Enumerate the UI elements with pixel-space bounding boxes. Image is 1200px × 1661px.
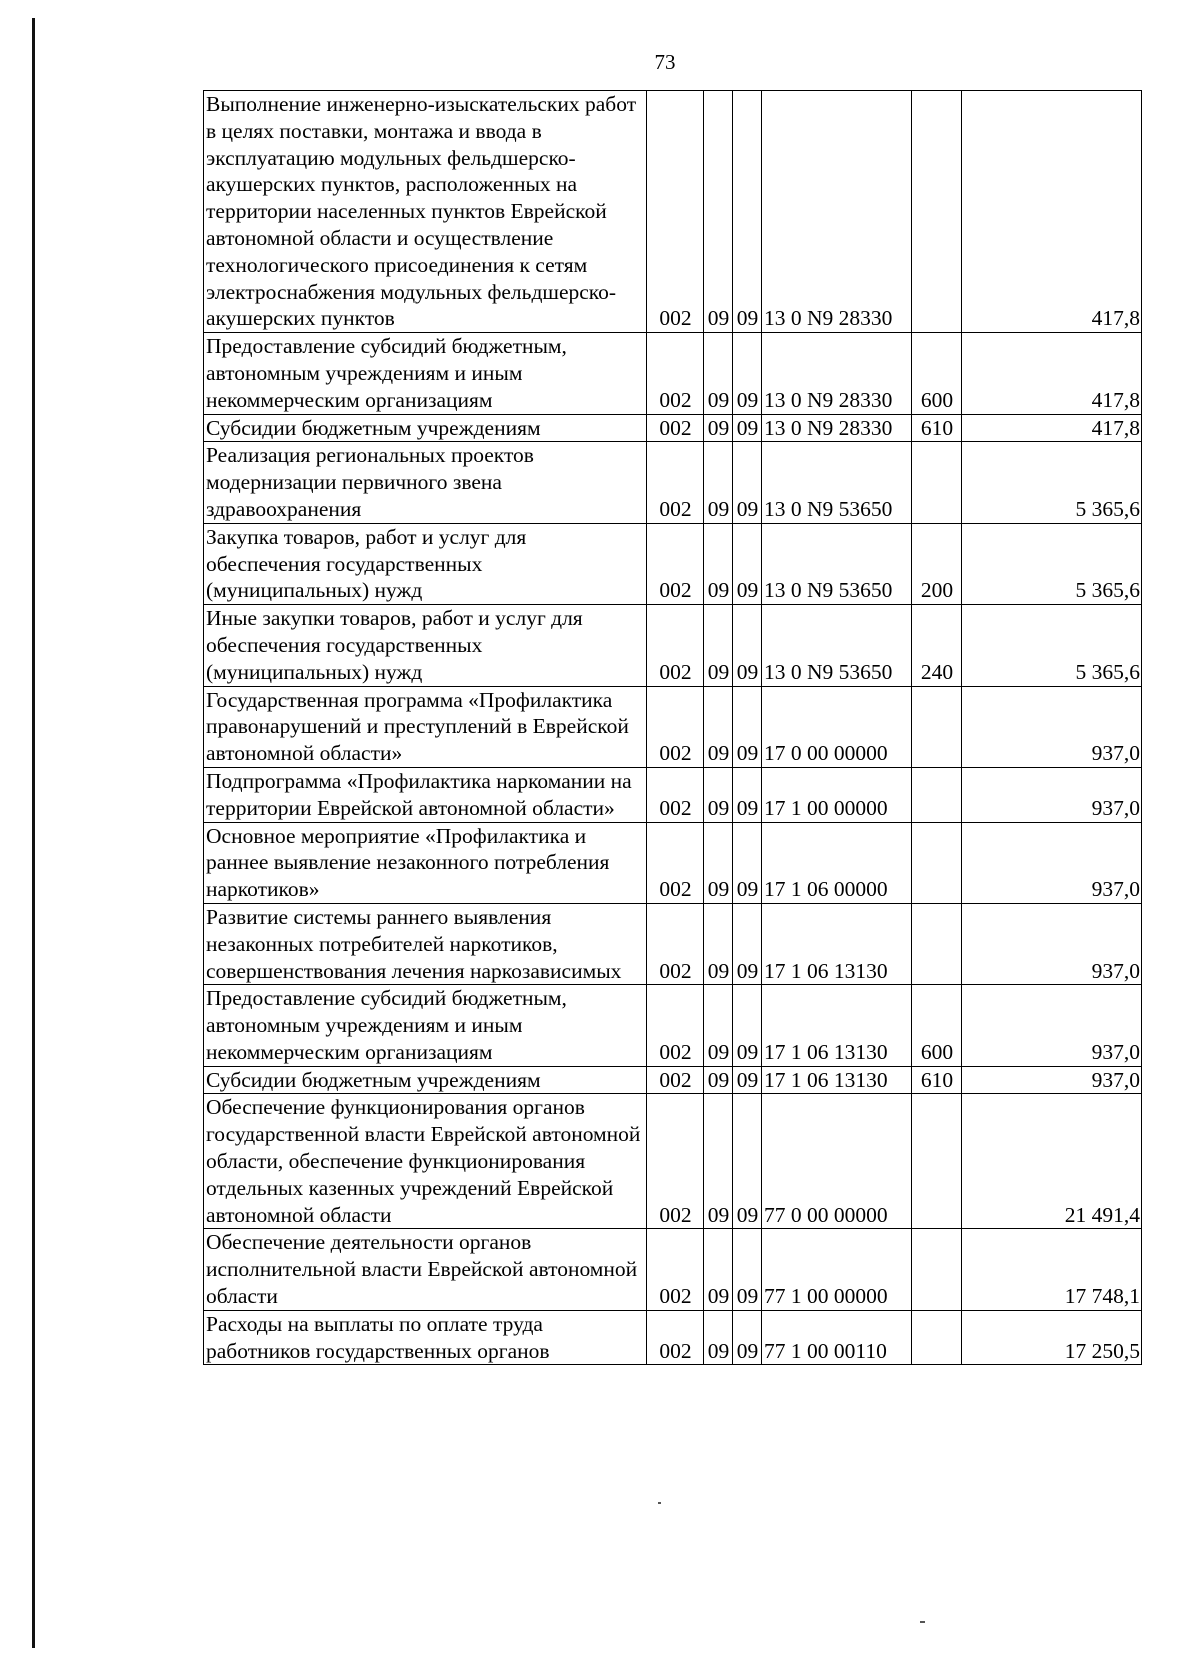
target-article-cell: 13 0 N9 53650 [762, 442, 912, 523]
row-name-cell: Предоставление субсидий бюджетным, автономным учреждениям и иным некоммерческим организациям [204, 985, 647, 1066]
subsection-code-cell: 09 [733, 91, 762, 333]
row-name-cell: Основное мероприятие «Профилактика и раннее выявление незаконного потребления наркотиков» [204, 822, 647, 903]
subsection-code-cell: 09 [733, 333, 762, 414]
ministry-code-cell: 002 [647, 767, 704, 822]
expense-type-cell: 240 [912, 605, 962, 686]
expense-type-cell: 600 [912, 985, 962, 1066]
amount-cell: 937,0 [962, 985, 1142, 1066]
section-code-cell: 09 [704, 1310, 733, 1365]
table-row [204, 1310, 1142, 1365]
target-article-cell: 17 1 06 00000 [762, 822, 912, 903]
amount-cell: 417,8 [962, 91, 1142, 333]
expense-type-cell [912, 91, 962, 333]
expense-type-cell: 200 [912, 523, 962, 604]
expense-type-cell: 610 [912, 1066, 962, 1094]
target-article-cell: 77 1 00 00000 [762, 1229, 912, 1310]
row-name-cell: Государственная программа «Профилактика правонарушений и преступлений в Еврейской автономной области» [204, 686, 647, 767]
section-code-cell: 09 [704, 1066, 733, 1094]
target-article-cell: 17 1 00 00000 [762, 767, 912, 822]
ministry-code-cell: 002 [647, 1066, 704, 1094]
row-name-cell: Субсидии бюджетным учреждениям [204, 414, 647, 442]
amount-cell: 21 491,4 [962, 1094, 1142, 1229]
amount-cell: 417,8 [962, 333, 1142, 414]
section-code-cell: 09 [704, 605, 733, 686]
row-name-cell: Выполнение инженерно-изыскательских работ в целях поставки, монтажа и ввода в эксплуатацию модульных фельдшерско-акушерских пунктов, расположенных на территории населенных пунктов Еврейской автономной области и осуществление технологического присоединения к сетям электроснабжения модульных фельдшерско-акушерских пунктов [204, 91, 647, 333]
row-name-cell: Подпрограмма «Профилактика наркомании на территории Еврейской автономной области» [204, 767, 647, 822]
expense-type-cell [912, 686, 962, 767]
expense-type-cell [912, 903, 962, 984]
section-code-cell: 09 [704, 442, 733, 523]
table-row [204, 903, 1142, 984]
amount-cell: 937,0 [962, 1066, 1142, 1094]
subsection-code-cell: 09 [733, 442, 762, 523]
ministry-code-cell: 002 [647, 985, 704, 1066]
subsection-code-cell: 09 [733, 767, 762, 822]
amount-cell: 17 250,5 [962, 1310, 1142, 1365]
ministry-code-cell: 002 [647, 605, 704, 686]
ministry-code-cell: 002 [647, 903, 704, 984]
subsection-code-cell: 09 [733, 414, 762, 442]
ministry-code-cell: 002 [647, 523, 704, 604]
ministry-code-cell: 002 [647, 91, 704, 333]
row-name-cell: Закупка товаров, работ и услуг для обеспечения государственных (муниципальных) нужд [204, 523, 647, 604]
expense-type-cell [912, 1229, 962, 1310]
target-article-cell: 13 0 N9 28330 [762, 333, 912, 414]
table-row [204, 333, 1142, 414]
ministry-code-cell: 002 [647, 822, 704, 903]
row-name-cell: Обеспечение деятельности органов исполнительной власти Еврейской автономной области [204, 1229, 647, 1310]
section-code-cell: 09 [704, 1094, 733, 1229]
table-row [204, 1066, 1142, 1094]
expense-type-cell [912, 1094, 962, 1229]
row-name-cell: Реализация региональных проектов модернизации первичного звена здравоохранения [204, 442, 647, 523]
target-article-cell: 13 0 N9 53650 [762, 523, 912, 604]
row-name-cell: Обеспечение функционирования органов государственной власти Еврейской автономной области, обеспечение функционирования отдельных казенных учреждений Еврейской автономной области [204, 1094, 647, 1229]
section-code-cell: 09 [704, 1229, 733, 1310]
expense-type-cell [912, 822, 962, 903]
subsection-code-cell: 09 [733, 686, 762, 767]
section-code-cell: 09 [704, 686, 733, 767]
page-number: 73 [654, 50, 676, 74]
ministry-code-cell: 002 [647, 442, 704, 523]
amount-cell: 937,0 [962, 767, 1142, 822]
subsection-code-cell: 09 [733, 1229, 762, 1310]
target-article-cell: 17 1 06 13130 [762, 1066, 912, 1094]
amount-cell: 937,0 [962, 822, 1142, 903]
target-article-cell: 17 0 00 00000 [762, 686, 912, 767]
section-code-cell: 09 [704, 903, 733, 984]
target-article-cell: 77 1 00 00110 [762, 1310, 912, 1365]
section-code-cell: 09 [704, 523, 733, 604]
row-name-cell: Расходы на выплаты по оплате труда работников государственных органов [204, 1310, 647, 1365]
subsection-code-cell: 09 [733, 1066, 762, 1094]
expense-type-cell [912, 767, 962, 822]
row-name-cell: Развитие системы раннего выявления незаконных потребителей наркотиков, совершенствования лечения наркозависимых [204, 903, 647, 984]
amount-cell: 417,8 [962, 414, 1142, 442]
subsection-code-cell: 09 [733, 605, 762, 686]
section-code-cell: 09 [704, 767, 733, 822]
left-margin-rule [32, 18, 35, 1648]
amount-cell: 5 365,6 [962, 442, 1142, 523]
amount-cell: 17 748,1 [962, 1229, 1142, 1310]
subsection-code-cell: 09 [733, 903, 762, 984]
target-article-cell: 77 0 00 00000 [762, 1094, 912, 1229]
ministry-code-cell: 002 [647, 333, 704, 414]
subsection-code-cell: 09 [733, 1094, 762, 1229]
row-name-cell: Предоставление субсидий бюджетным, автономным учреждениям и иным некоммерческим организациям [204, 333, 647, 414]
ministry-code-cell: 002 [647, 686, 704, 767]
scan-speck [658, 1502, 661, 1504]
expense-type-cell: 600 [912, 333, 962, 414]
budget-table [203, 90, 1142, 1365]
amount-cell: 5 365,6 [962, 523, 1142, 604]
table-row [204, 985, 1142, 1066]
row-name-cell: Субсидии бюджетным учреждениям [204, 1066, 647, 1094]
table-row [204, 767, 1142, 822]
table-row [204, 91, 1142, 333]
amount-cell: 5 365,6 [962, 605, 1142, 686]
table-row [204, 442, 1142, 523]
section-code-cell: 09 [704, 333, 733, 414]
expense-type-cell: 610 [912, 414, 962, 442]
expense-type-cell [912, 442, 962, 523]
budget-table-body [204, 91, 1142, 1365]
ministry-code-cell: 002 [647, 414, 704, 442]
target-article-cell: 17 1 06 13130 [762, 903, 912, 984]
target-article-cell: 13 0 N9 53650 [762, 605, 912, 686]
subsection-code-cell: 09 [733, 1310, 762, 1365]
section-code-cell: 09 [704, 414, 733, 442]
amount-cell: 937,0 [962, 903, 1142, 984]
table-row [204, 686, 1142, 767]
target-article-cell: 17 1 06 13130 [762, 985, 912, 1066]
table-row [204, 414, 1142, 442]
subsection-code-cell: 09 [733, 985, 762, 1066]
ministry-code-cell: 002 [647, 1310, 704, 1365]
subsection-code-cell: 09 [733, 822, 762, 903]
expense-type-cell [912, 1310, 962, 1365]
ministry-code-cell: 002 [647, 1229, 704, 1310]
subsection-code-cell: 09 [733, 523, 762, 604]
table-row [204, 1094, 1142, 1229]
table-row [204, 822, 1142, 903]
target-article-cell: 13 0 N9 28330 [762, 414, 912, 442]
target-article-cell: 13 0 N9 28330 [762, 91, 912, 333]
ministry-code-cell: 002 [647, 1094, 704, 1229]
table-row [204, 1229, 1142, 1310]
table-row [204, 605, 1142, 686]
section-code-cell: 09 [704, 822, 733, 903]
section-code-cell: 09 [704, 985, 733, 1066]
row-name-cell: Иные закупки товаров, работ и услуг для обеспечения государственных (муниципальных) нужд [204, 605, 647, 686]
table-row [204, 523, 1142, 604]
section-code-cell: 09 [704, 91, 733, 333]
scan-speck [920, 1621, 925, 1623]
amount-cell: 937,0 [962, 686, 1142, 767]
